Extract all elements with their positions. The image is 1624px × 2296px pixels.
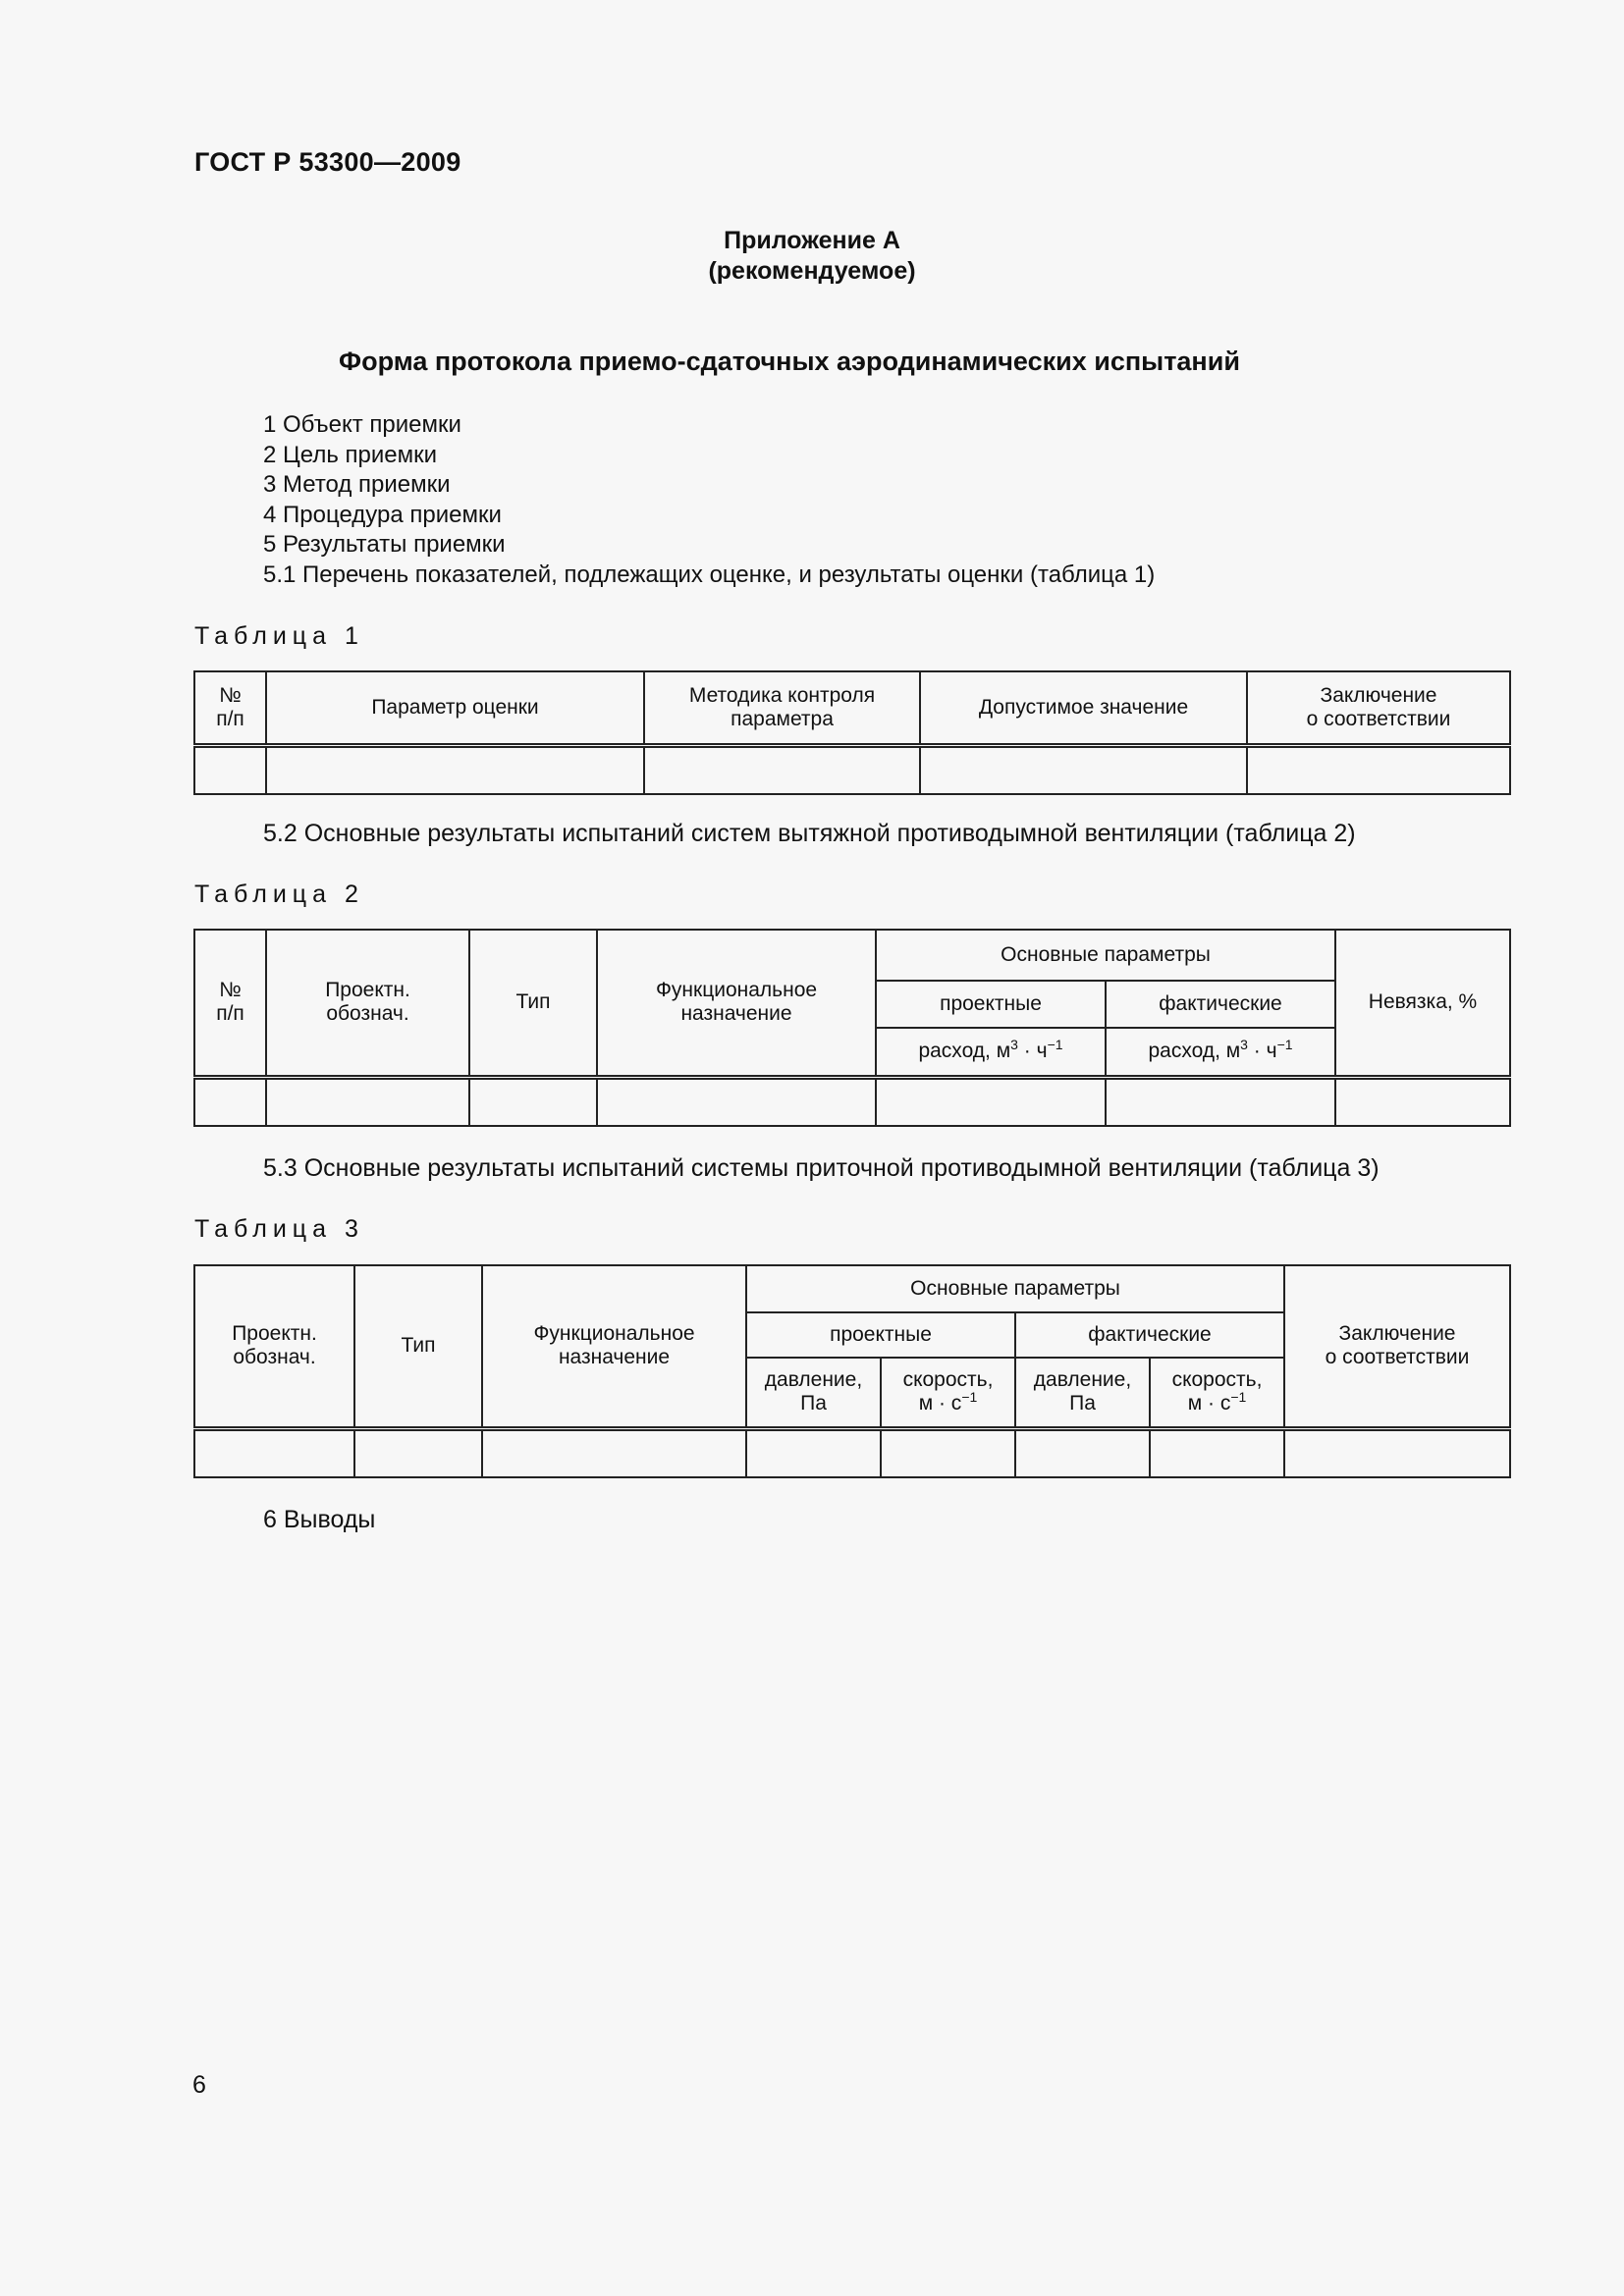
t3-header-conclusion: Заключение о соответствии: [1284, 1265, 1510, 1428]
list-item: 4 Процедура приемки: [263, 501, 502, 528]
items-list: [263, 410, 1155, 591]
t3-header-function: Функциональное назначение: [482, 1265, 746, 1428]
table-cell: [482, 1428, 746, 1477]
table-cell: [1150, 1428, 1284, 1477]
table-cell: [266, 745, 644, 794]
table-cell: [597, 1077, 876, 1126]
page-number: 6: [192, 2071, 206, 2099]
t2-header-flow-design: расход, $м^3 \cdot ч^{-1}$: [876, 1028, 1106, 1077]
table-cell: [1335, 1077, 1510, 1126]
t3-header-speed-design: скорость, $м \cdot с^{-1}$: [881, 1358, 1015, 1428]
table-cell: [194, 1428, 354, 1477]
table-cell: [644, 745, 920, 794]
t3-header-main-params: Основные параметры: [746, 1265, 1284, 1312]
table-cell: [876, 1077, 1106, 1126]
t3-header-actual: фактические: [1015, 1312, 1284, 1358]
t1-header-param: Параметр оценки: [266, 671, 644, 745]
t2-header-type: Тип: [469, 930, 597, 1077]
t2-header-actual: фактические: [1106, 981, 1335, 1028]
t1-header-num: № п/п: [194, 671, 266, 745]
table-row: [194, 1428, 1510, 1477]
table1: [193, 670, 1511, 795]
paragraph-5-3: 5.3 Основные результаты испытаний системы приточной противодымной вентиляции (таблица 3): [263, 1154, 1380, 1182]
table-cell: [1106, 1077, 1335, 1126]
list-item: 5.1 Перечень показателей, подлежащих оценке, и результаты оценки (таблица 1): [263, 561, 1156, 588]
t2-header-mismatch: Невязка, %: [1335, 930, 1510, 1077]
t3-header-designation: Проектн. обознач.: [194, 1265, 354, 1428]
form-title: Форма протокола приемо-сдаточных аэродинамических испытаний: [339, 347, 1240, 376]
table-cell: [920, 745, 1247, 794]
t3-header-pressure-actual: давление, Па: [1015, 1358, 1150, 1428]
table-cell: [194, 1077, 266, 1126]
list-item: 3 Метод приемки: [263, 471, 451, 499]
table-cell: [469, 1077, 597, 1126]
item-6-conclusions: 6 Выводы: [263, 1506, 376, 1533]
t3-header-speed-actual: скорость, $м \cdot с^{-1}$: [1150, 1358, 1284, 1428]
paragraph-5-2: 5.2 Основные результаты испытаний систем вытяжной противодымной вентиляции (таблица 2): [263, 820, 1356, 847]
table2: [193, 929, 1511, 1127]
t3-header-type: Тип: [354, 1265, 482, 1428]
table3-caption: Таблица 3: [194, 1215, 364, 1243]
t1-header-conclusion: Заключение о соответствии: [1247, 671, 1510, 745]
table3: [193, 1264, 1511, 1478]
t2-header-num: № п/п: [194, 930, 266, 1077]
t1-header-allowed: Допустимое значение: [920, 671, 1247, 745]
t3-header-design: проектные: [746, 1312, 1015, 1358]
table-cell: [266, 1077, 469, 1126]
list-item: 2 Цель приемки: [263, 441, 437, 468]
table-cell: [1247, 745, 1510, 794]
t2-header-flow-actual: расход, $м^3 \cdot ч^{-1}$: [1106, 1028, 1335, 1077]
table-cell: [881, 1428, 1015, 1477]
table-row: [194, 745, 1510, 794]
t2-header-main-params: Основные параметры: [876, 930, 1335, 981]
table-cell: [1015, 1428, 1150, 1477]
table-row: [194, 1077, 1510, 1126]
table-cell: [1284, 1428, 1510, 1477]
t2-header-design: проектные: [876, 981, 1106, 1028]
t2-header-designation: Проектн. обознач.: [266, 930, 469, 1077]
t2-header-function: Функциональное назначение: [597, 930, 876, 1077]
table-cell: [194, 745, 266, 794]
list-item: 5 Результаты приемки: [263, 531, 506, 559]
document-code: ГОСТ Р 53300—2009: [194, 147, 461, 177]
table1-caption: Таблица 1: [194, 622, 364, 650]
appendix-heading: [0, 226, 1624, 287]
t3-header-pressure-design: давление, Па: [746, 1358, 881, 1428]
t1-header-method: Методика контроля параметра: [644, 671, 920, 745]
table2-caption: Таблица 2: [194, 881, 364, 908]
table-cell: [354, 1428, 482, 1477]
appendix-subtitle: (рекомендуемое): [708, 257, 916, 285]
table-cell: [746, 1428, 881, 1477]
appendix-title: Приложение А: [724, 227, 900, 254]
list-item: 1 Объект приемки: [263, 411, 461, 438]
